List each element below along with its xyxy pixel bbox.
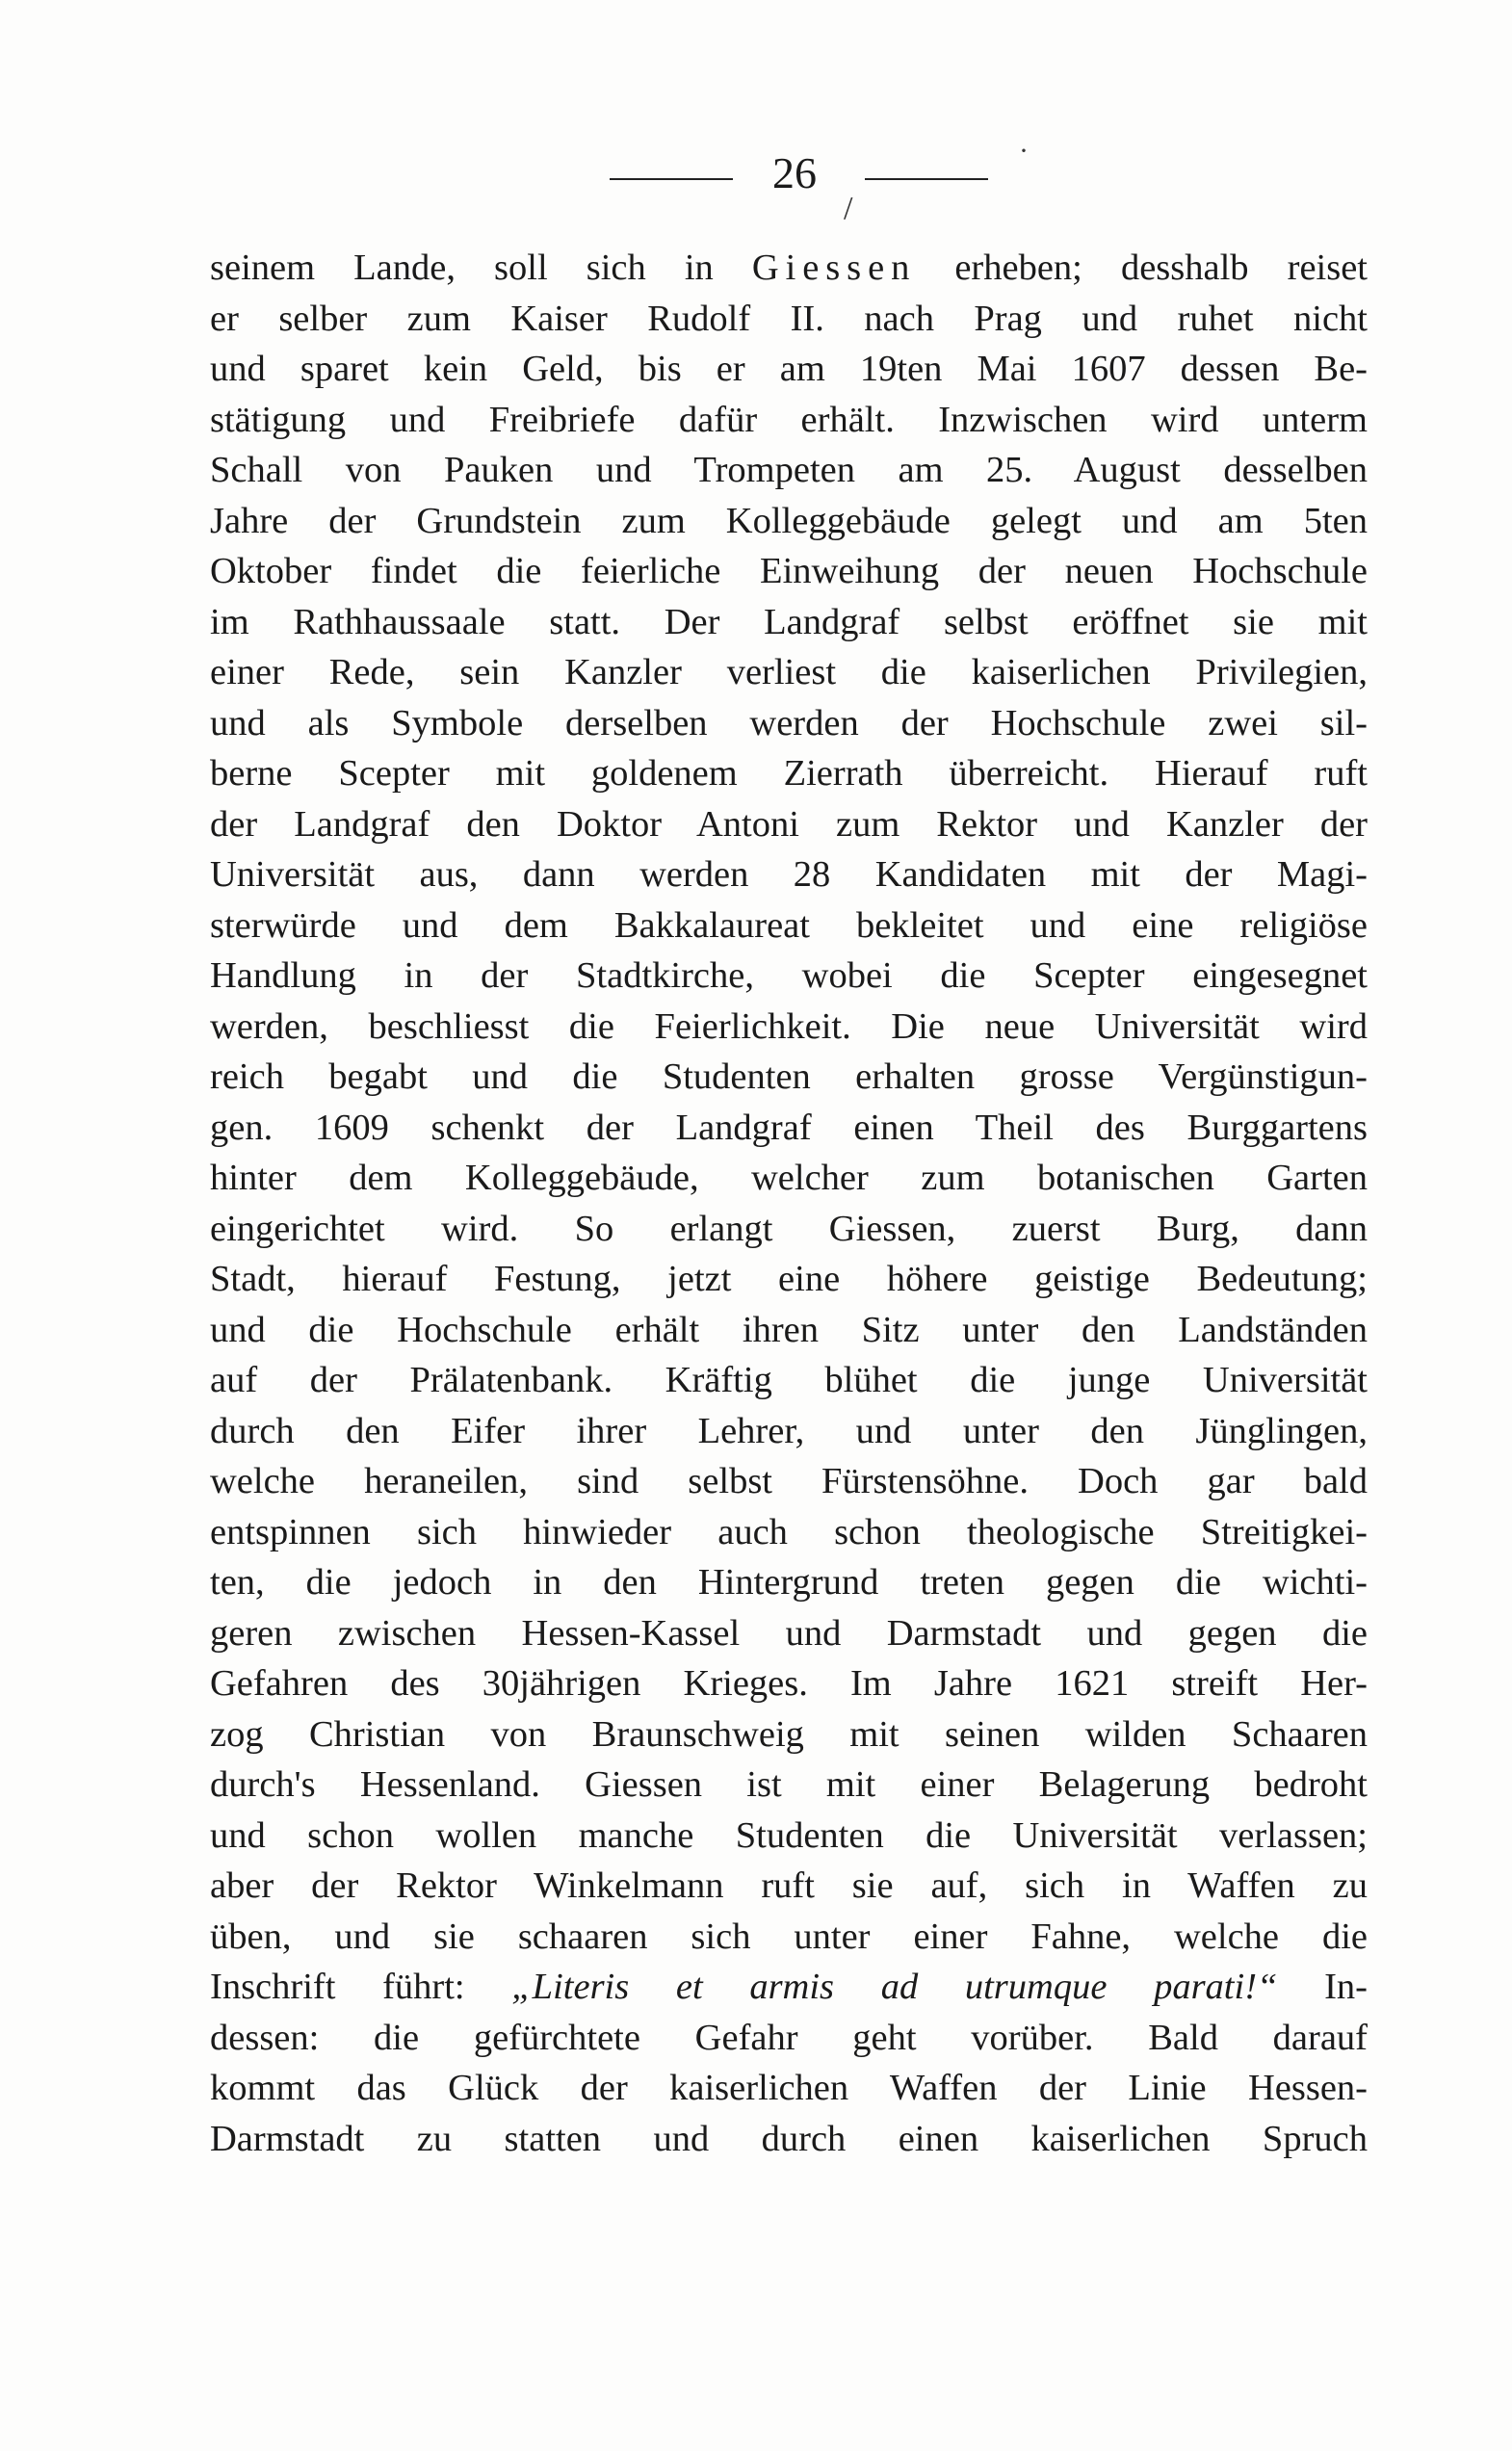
text-line — [210, 445, 1368, 496]
text-run: durch's Hessenland. Giessen ist mit einer Belagerung bedroht — [210, 1764, 1368, 1805]
text-line — [210, 1153, 1368, 1204]
text-line — [210, 1962, 1368, 2013]
text-run: und die Hochschule erhält ihren Sitz unter den Landständen — [210, 1309, 1368, 1350]
text-line — [210, 951, 1368, 1002]
text-run: hinter dem Kolleggebäude, welcher zum botanischen Garten — [210, 1158, 1368, 1198]
text-line — [210, 496, 1368, 547]
text-run: er selber zum Kaiser Rudolf II. nach Prag und ruhet nicht — [210, 298, 1368, 339]
text-line — [210, 1204, 1368, 1255]
text-run: dessen: die gefürchtete Gefahr geht vorüber. Bald darauf — [210, 2017, 1368, 2058]
text-line — [210, 698, 1368, 749]
text-line — [210, 1254, 1368, 1305]
text-run: auf der Prälatenbank. Kräftig blühet die junge Universität — [210, 1360, 1368, 1400]
text-line — [210, 1103, 1368, 1154]
text-run: Gefahren des 30jährigen Krieges. Im Jahre 1621 streift Her- — [210, 1663, 1368, 1704]
text-run: und schon wollen manche Studenten die Universität verlassen; — [210, 1814, 1368, 1856]
text-run: sterwürde und dem Bakkalaureat bekleitet und eine religiöse — [210, 904, 1368, 946]
text-run: welche heraneilen, sind selbst Fürstensöhne. Doch gar bald — [210, 1461, 1368, 1501]
text-line — [210, 647, 1368, 698]
page-header — [0, 144, 1512, 202]
text-run: üben, und sie schaaren sich unter einer Fahne, welche die — [210, 1916, 1368, 1957]
text-run: In- — [1277, 1967, 1368, 2007]
text-line — [210, 1709, 1368, 1760]
text-run: Darmstadt zu statten und durch einen kaiserlichen Spruch — [210, 2118, 1368, 2159]
spaced-word: Giessen — [751, 248, 917, 288]
text-line — [210, 900, 1368, 952]
text-line — [210, 243, 1368, 294]
text-line — [210, 546, 1368, 597]
text-run: Stadt, hierauf Festung, jetzt eine höhere geistige Bedeutung; — [210, 1259, 1368, 1299]
page-number: 26 — [772, 148, 817, 197]
text-line — [210, 1658, 1368, 1709]
text-line — [210, 1912, 1368, 1963]
text-line — [210, 1608, 1368, 1659]
text-line — [210, 2114, 1368, 2165]
text-line — [210, 1811, 1368, 1862]
text-run: berne Scepter mit goldenem Zierrath überreicht. Hierauf ruft — [210, 753, 1368, 794]
text-line — [210, 2013, 1368, 2064]
text-run: der Landgraf den Doktor Antoni zum Rektor und Kanzler der — [210, 803, 1368, 845]
text-run: entspinnen sich hinwieder auch schon theologische Streitigkei- — [210, 1511, 1368, 1552]
text-run: im Rathhaussaale statt. Der Landgraf selbst eröffnet sie mit — [210, 601, 1368, 642]
text-line — [210, 1557, 1368, 1608]
italic-quote: „Literis et armis ad utrumque parati!“ — [511, 1967, 1278, 2007]
text-line — [210, 1861, 1368, 1912]
text-run: geren zwischen Hessen-Kassel und Darmstadt und gegen die — [210, 1612, 1368, 1654]
ink-speck-mark: · — [1019, 135, 1029, 167]
ink-stroke-mark: / — [844, 191, 853, 226]
text-run: gen. 1609 schenkt der Landgraf einen Theil des Burggartens — [210, 1107, 1368, 1148]
text-run: erheben; desshalb reiset — [916, 248, 1368, 288]
text-run: Universität aus, dann werden 28 Kandidaten mit der Magi- — [210, 854, 1368, 895]
text-run: ten, die jedoch in den Hintergrund treten gegen die wichti- — [210, 1562, 1368, 1603]
header-rule-right — [865, 178, 988, 180]
text-line — [210, 597, 1368, 648]
text-run: Inschrift führt: — [210, 1967, 512, 2007]
text-line — [210, 1507, 1368, 1558]
text-run: seinem Lande, soll sich in — [210, 248, 752, 288]
text-run: kommt das Glück der kaiserlichen Waffen der Linie Hessen- — [210, 2068, 1368, 2108]
text-run: einer Rede, sein Kanzler verliest die kaiserlichen Privilegien, — [210, 652, 1368, 692]
text-line — [210, 1406, 1368, 1457]
text-run: zog Christian von Braunschweig mit seinen wilden Schaaren — [210, 1713, 1368, 1755]
text-run: Jahre der Grundstein zum Kolleggebäude gelegt und am 5ten — [210, 500, 1368, 541]
text-run: reich begabt und die Studenten erhalten grosse Vergünstigun- — [210, 1056, 1368, 1097]
text-run: und als Symbole derselben werden der Hochschule zwei sil- — [210, 702, 1368, 743]
text-run: werden, beschliesst die Feierlichkeit. Die neue Universität wird — [210, 1005, 1368, 1047]
text-line — [210, 799, 1368, 850]
text-run: aber der Rektor Winkelmann ruft sie auf, sich in Waffen zu — [210, 1865, 1368, 1906]
text-line — [210, 2063, 1368, 2114]
text-line — [210, 1456, 1368, 1507]
body-text — [210, 243, 1368, 2164]
text-line — [210, 849, 1368, 900]
text-line — [210, 1355, 1368, 1406]
header-rule-left — [610, 178, 733, 180]
text-run: Handlung in der Stadtkirche, wobei die Scepter eingesegnet — [210, 955, 1368, 996]
text-line — [210, 344, 1368, 395]
text-run: durch den Eifer ihrer Lehrer, und unter den Jünglingen, — [210, 1410, 1368, 1451]
text-line — [210, 1305, 1368, 1356]
text-run: Oktober findet die feierliche Einweihung der neuen Hochschule — [210, 551, 1368, 591]
text-run: und sparet kein Geld, bis er am 19ten Mai 1607 dessen Be- — [210, 349, 1368, 389]
text-line — [210, 294, 1368, 345]
text-run: stätigung und Freibriefe dafür erhält. Inzwischen wird unterm — [210, 399, 1368, 440]
text-line — [210, 748, 1368, 799]
text-line — [210, 1760, 1368, 1811]
text-line — [210, 395, 1368, 446]
text-line — [210, 1002, 1368, 1053]
text-run: eingerichtet wird. So erlangt Giessen, zuerst Burg, dann — [210, 1208, 1368, 1249]
text-line — [210, 1052, 1368, 1103]
text-run: Schall von Pauken und Trompeten am 25. August desselben — [210, 450, 1368, 490]
